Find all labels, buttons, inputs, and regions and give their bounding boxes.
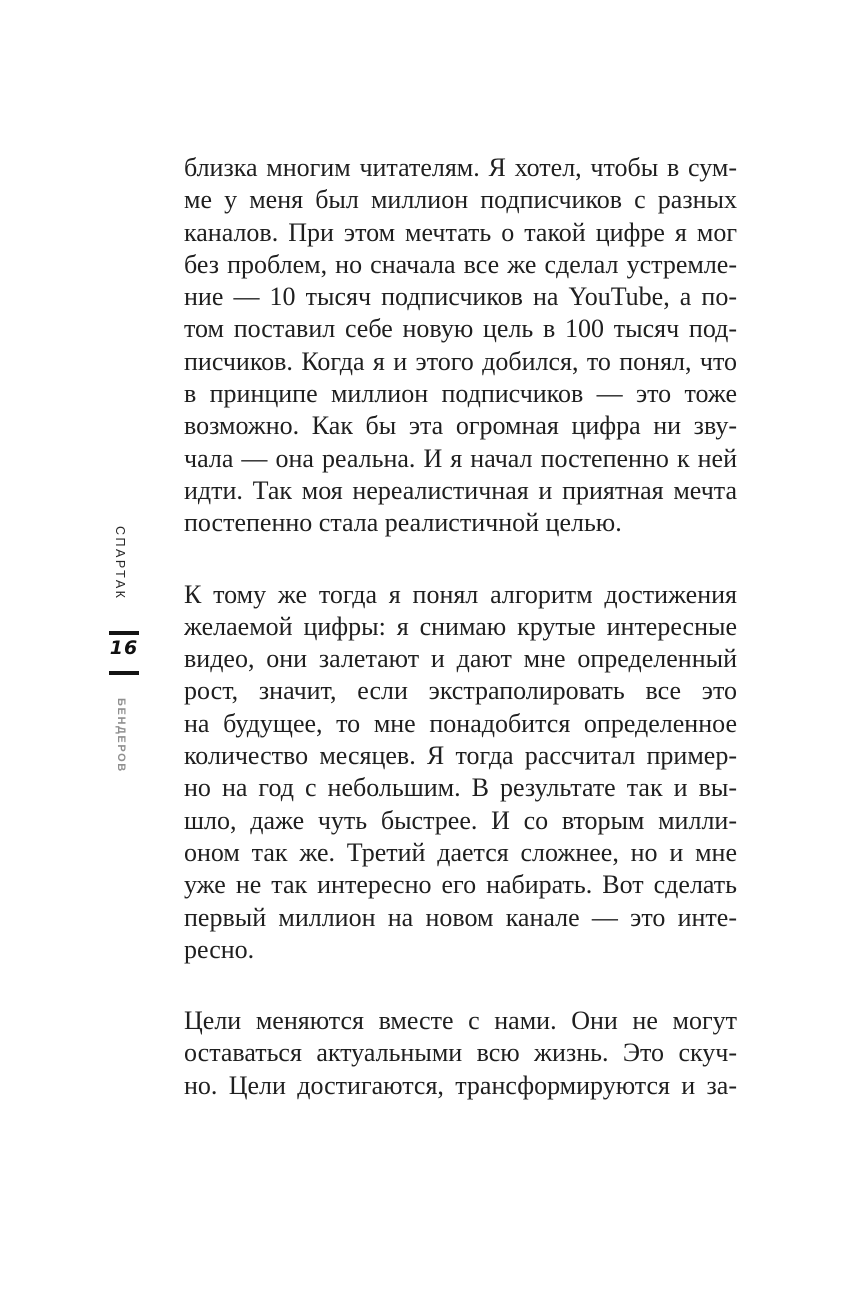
divider-line-top [109, 631, 139, 635]
text-line: уже не так интересно его набирать. Вот сделать [184, 870, 737, 900]
text-line: близка многим читателям. Я хотел, чтобы в сум- [184, 153, 737, 182]
text-line: но на год с небольшим. В результате так и вы- [184, 773, 737, 803]
text-line: постепенно стала реалистичной целью. [184, 508, 622, 538]
text-line: на будущее, то мне понадобится определенное [184, 708, 737, 738]
author-last-name-vertical: БЕНДЕРОВ [115, 698, 127, 773]
text-line: рост, значит, если экстраполировать все это [184, 676, 737, 706]
text-line: желаемой цифры: я снимаю крутые интересные [184, 611, 737, 641]
text-line: оставаться актуальными всю жизнь. Это скуч- [184, 1038, 737, 1068]
text-line: идти. Так моя нереалистичная и приятная мечта [184, 475, 737, 505]
text-line: Цели меняются вместе с нами. Они не могут [184, 1006, 737, 1036]
body-text [184, 152, 737, 1141]
text-line: чала — она реальна. И я начал постепенно к ней [184, 443, 737, 473]
text-line: писчиков. Когда я и этого добился, то понял, что [184, 346, 737, 376]
text-line: ме у меня был миллион подписчиков с разных [184, 185, 737, 215]
paragraph [184, 152, 737, 540]
text-line: первый миллион на новом канале — это инте- [184, 902, 737, 932]
text-line: в принципе миллион подписчиков — это тоже [184, 379, 737, 409]
text-line: шло, даже чуть быстрее. И со вторым милли- [184, 805, 737, 835]
text-line: ние — 10 тысяч подписчиков на YouTube, а по- [184, 282, 737, 312]
author-first-name-vertical: СПАРТАК [113, 526, 127, 601]
text-line: оном так же. Третий дается сложнее, но и мне [184, 837, 737, 867]
text-line: но. Цели достигаются, трансформируются и за- [184, 1070, 737, 1100]
paragraph [184, 1005, 737, 1102]
text-line: каналов. При этом мечтать о такой цифре я мог [184, 217, 737, 247]
page-number: 16 [109, 637, 139, 659]
text-line: видео, они залетают и дают мне определенный [184, 644, 737, 674]
text-line: том поставил себе новую цель в 100 тысяч под- [184, 314, 737, 344]
text-line: возможно. Как бы эта огромная цифра ни зву- [184, 411, 737, 441]
text-line: К тому же тогда я понял алгоритм достижения [184, 579, 737, 609]
paragraph [184, 579, 737, 967]
text-line: ресно. [184, 934, 255, 964]
text-line: количество месяцев. Я тогда рассчитал пример- [184, 741, 737, 771]
divider-line-bottom [109, 671, 139, 675]
text-line: без проблем, но сначала все же сделал устремле- [184, 249, 737, 279]
